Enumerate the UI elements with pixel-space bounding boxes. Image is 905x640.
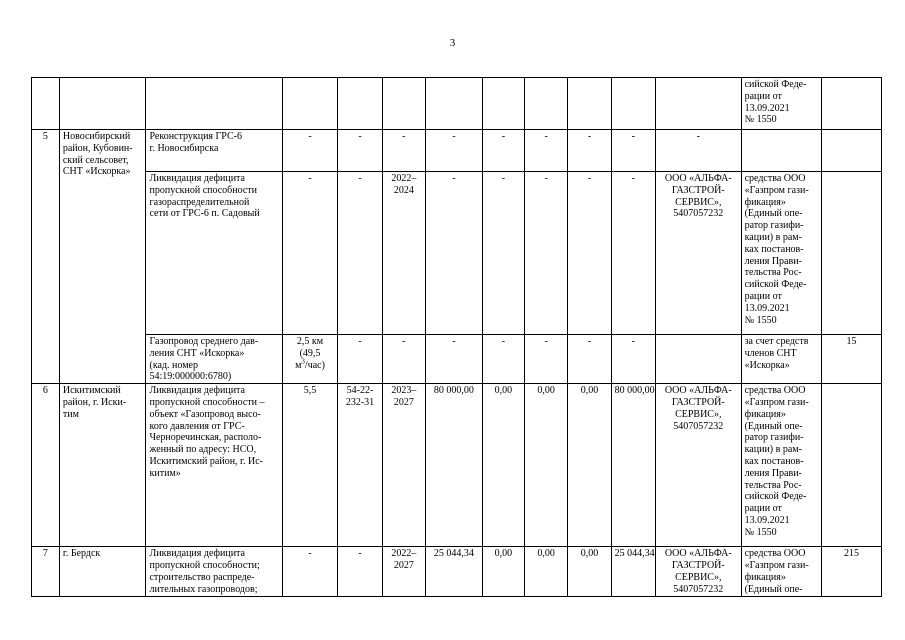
cell-f4: 80 000,00	[611, 384, 655, 547]
table-row-5b	[32, 172, 882, 335]
cell-executor	[655, 335, 741, 384]
cell-capacity	[282, 335, 338, 384]
cell-f2: 0,00	[525, 547, 568, 597]
cell-num: 6	[32, 384, 60, 547]
cell-capacity: -	[282, 172, 338, 335]
cell-last	[822, 78, 882, 130]
cell-total: -	[426, 130, 483, 172]
cell-executor	[655, 78, 741, 130]
capacity-main: 2,5 км (49,5 м	[295, 336, 324, 371]
cell-f1: 0,00	[482, 384, 524, 547]
cell-total: 80 000,00	[426, 384, 483, 547]
cell-last: 15	[822, 335, 882, 384]
cell-location: Искитимский район, г. Иски- тим	[59, 384, 146, 547]
cell-last	[822, 384, 882, 547]
capacity-superscript: 3	[301, 357, 305, 366]
cell-source	[741, 130, 821, 172]
table-row-5a	[32, 130, 882, 172]
cell-f3: 0,00	[568, 384, 611, 547]
cell-total: -	[426, 335, 483, 384]
cell-f1: -	[482, 172, 524, 335]
cell-executor: -	[655, 130, 741, 172]
cell-f3: -	[568, 130, 611, 172]
cell-f3: -	[568, 172, 611, 335]
cell-capacity: -	[282, 130, 338, 172]
cell-f1	[482, 78, 524, 130]
cell-source: за счет средств членов СНТ «Искорка»	[741, 335, 821, 384]
cell-executor: ООО «АЛЬФА- ГАЗСТРОЙ- СЕРВИС», 5407057232	[655, 384, 741, 547]
cell-f2: -	[525, 172, 568, 335]
cell-f1: -	[482, 130, 524, 172]
cell-description: Газопровод среднего дав- ления СНТ «Искорка» (кад. номер 54:19:000000:6780)	[146, 335, 282, 384]
cell-description: Ликвидация дефицита пропускной способности газораспределительной сети от ГРС-6 п. Садовый	[146, 172, 282, 335]
table-row-6	[32, 384, 882, 547]
cell-description: Ликвидация дефицита пропускной способности – объект «Газопровод высо- кого давления от ГРС- Черноречинская, располо- женный по адресу: НСО, Искитимский район, г. Ис- китим»	[146, 384, 282, 547]
cell-description	[146, 78, 282, 130]
cell-reg	[338, 78, 382, 130]
cell-num: 7	[32, 547, 60, 597]
page-number: 3	[449, 37, 456, 49]
cell-source: средства ООО «Газпром гази- фикация» (Единый опе- ратор газифи- кации) в рам- ках постанов- ления Прави- тельства Рос- сийской Феде- рации от 13.09.2021 № 1550	[741, 172, 821, 335]
cell-f4: -	[611, 130, 655, 172]
cell-period: 2022– 2024	[382, 172, 425, 335]
table-row-continuation	[32, 78, 882, 130]
cell-total	[426, 78, 483, 130]
cell-reg: -	[338, 172, 382, 335]
cell-reg: -	[338, 335, 382, 384]
cell-capacity: 5,5	[282, 384, 338, 547]
cell-f2	[525, 78, 568, 130]
cell-executor: ООО «АЛЬФА- ГАЗСТРОЙ- СЕРВИС», 5407057232	[655, 172, 741, 335]
table-row-7	[32, 547, 882, 597]
capacity-tail: /час)	[304, 359, 325, 371]
cell-reg: 54-22- 232-31	[338, 384, 382, 547]
cell-last	[822, 130, 882, 172]
cell-location: г. Бердск	[59, 547, 146, 597]
cell-source: сийской Феде- рации от 13.09.2021 № 1550	[741, 78, 821, 130]
cell-location	[59, 78, 146, 130]
cell-reg: -	[338, 130, 382, 172]
cell-f1: 0,00	[482, 547, 524, 597]
cell-period: -	[382, 130, 425, 172]
cell-f4	[611, 78, 655, 130]
cell-source: средства ООО «Газпром гази- фикация» (Единый опе-	[741, 547, 821, 597]
gasification-program-table	[31, 77, 882, 597]
cell-period: 2022– 2027	[382, 547, 425, 597]
cell-f2: -	[525, 130, 568, 172]
cell-location: Новосибирский район, Кубовин- ский сельсовет, СНТ «Искорка»	[59, 130, 146, 384]
cell-f4: -	[611, 335, 655, 384]
cell-last: 215	[822, 547, 882, 597]
cell-f4: 25 044,34	[611, 547, 655, 597]
cell-period: -	[382, 335, 425, 384]
cell-f2: -	[525, 335, 568, 384]
cell-f4: -	[611, 172, 655, 335]
cell-f1: -	[482, 335, 524, 384]
cell-reg: -	[338, 547, 382, 597]
cell-f3	[568, 78, 611, 130]
cell-period	[382, 78, 425, 130]
cell-executor: ООО «АЛЬФА- ГАЗСТРОЙ- СЕРВИС», 5407057232	[655, 547, 741, 597]
cell-total: 25 044,34	[426, 547, 483, 597]
cell-last	[822, 172, 882, 335]
cell-total: -	[426, 172, 483, 335]
cell-num	[32, 78, 60, 130]
cell-capacity	[282, 78, 338, 130]
table-row-5c	[32, 335, 882, 384]
cell-f3: -	[568, 335, 611, 384]
cell-period: 2023– 2027	[382, 384, 425, 547]
cell-num: 5	[32, 130, 60, 384]
cell-description: Ликвидация дефицита пропускной способности; строительство распреде- лительных газопроводов;	[146, 547, 282, 597]
cell-source: средства ООО «Газпром гази- фикация» (Единый опе- ратор газифи- кации) в рам- ках постанов- ления Прави- тельства Рос- сийской Феде- рации от 13.09.2021 № 1550	[741, 384, 821, 547]
cell-f3: 0,00	[568, 547, 611, 597]
cell-capacity: -	[282, 547, 338, 597]
cell-description: Реконструкция ГРС-6 г. Новосибирска	[146, 130, 282, 172]
cell-f2: 0,00	[525, 384, 568, 547]
